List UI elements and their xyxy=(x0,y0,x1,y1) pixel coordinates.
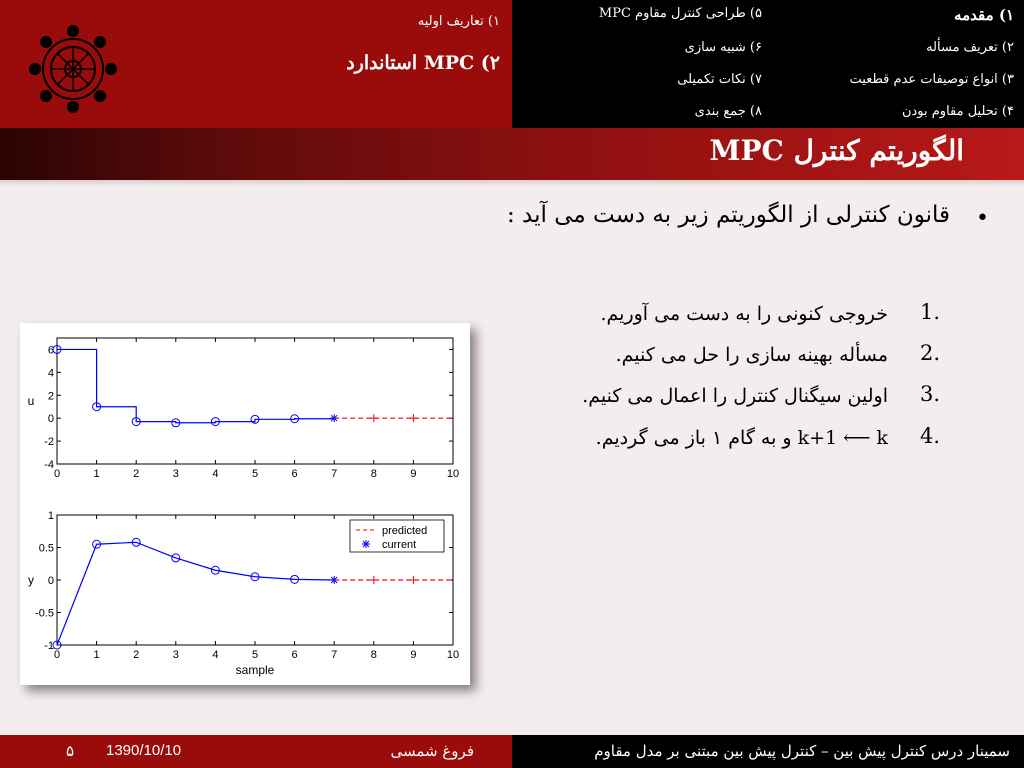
x-tick-label: 9 xyxy=(410,468,417,480)
mpc-plot-svg xyxy=(20,323,470,685)
nav-robust-mpc-design[interactable]: ۵) طراحی کنترل مقاوم MPC xyxy=(598,6,762,21)
x-tick-label: 3 xyxy=(172,649,179,661)
footer-date: 1390/10/10 xyxy=(106,742,182,759)
x-tick-label: 7 xyxy=(331,649,338,661)
university-logo-icon xyxy=(26,22,120,116)
legend-predicted-label: predicted xyxy=(382,525,428,537)
title-bar-shadow xyxy=(0,180,1024,186)
x-tick-label: 1 xyxy=(93,468,100,480)
x-axis-label: sample xyxy=(235,663,275,677)
nav-simulation[interactable]: ۶) شبیه سازی xyxy=(684,40,762,55)
step-number: 3. xyxy=(920,382,941,406)
nav-supplementary[interactable]: ۷) نکات تکمیلی xyxy=(677,72,762,87)
step-text: k+1 ⟵ k و به گام ۱ باز می گردیم. xyxy=(595,427,888,449)
mpc-plot-figure xyxy=(20,323,470,685)
y-tick-label: 4 xyxy=(47,367,54,380)
x-tick-label: 0 xyxy=(53,468,61,480)
x-tick-label: 8 xyxy=(370,649,377,661)
bullet-text: قانون کنترلی از الگوریتم زیر به دست می آید : xyxy=(506,202,950,228)
y-tick-label: -4 xyxy=(44,459,54,471)
x-tick-label: 4 xyxy=(212,649,219,661)
x-tick-label: 3 xyxy=(172,468,179,480)
step-number: 4. xyxy=(920,424,941,448)
footer-seminar-title: سمینار درس کنترل پیش بین – کنترل پیش بین مبتنی بر مدل مقاوم xyxy=(594,742,1010,760)
bullet-icon: • xyxy=(976,206,989,231)
step-number: 1. xyxy=(920,300,941,324)
y-tick-label: -1 xyxy=(44,640,54,652)
nav-summary[interactable]: ۸) جمع بندی xyxy=(694,104,762,119)
y-axis-label: u xyxy=(27,394,35,408)
slide-title: الگوریتم کنترل MPC xyxy=(709,134,964,167)
step-text: مسأله بهینه سازی را حل می کنیم. xyxy=(615,344,888,366)
step-text: اولین سیگنال کنترل را اعمال می کنیم. xyxy=(582,385,888,407)
step-text: خروجی کنونی را به دست می آوریم. xyxy=(600,303,888,325)
x-tick-label: 10 xyxy=(446,468,460,480)
nav-standard-mpc[interactable]: ۲) MPC استاندارد xyxy=(346,52,500,74)
footer-page-number: ۵ xyxy=(66,742,75,760)
y-tick-label: 0.5 xyxy=(38,542,54,555)
nav-intro[interactable]: ۱) مقدمه xyxy=(954,6,1014,24)
y-tick-label: -2 xyxy=(44,436,54,449)
nav-uncertainty-types[interactable]: ۳) انواع توصیفات عدم قطعیت xyxy=(849,72,1014,87)
y-tick-label: 0 xyxy=(47,575,54,587)
nav-basic-definitions[interactable]: ۱) تعاریف اولیه xyxy=(417,14,500,29)
legend-current-swatch xyxy=(362,540,370,548)
y-tick-label: 1 xyxy=(47,510,54,522)
x-tick-label: 1 xyxy=(93,649,100,661)
header xyxy=(0,0,1024,128)
y-tick-label: -0.5 xyxy=(35,607,54,620)
x-tick-label: 6 xyxy=(291,649,298,661)
x-tick-label: 0 xyxy=(53,649,61,661)
y-tick-label: 2 xyxy=(47,390,54,403)
footer-author: فروغ شمسی xyxy=(390,742,474,760)
x-tick-label: 7 xyxy=(331,468,338,480)
x-tick-label: 10 xyxy=(446,649,460,661)
plot-frame xyxy=(57,338,453,464)
x-tick-label: 9 xyxy=(410,649,417,661)
x-tick-label: 2 xyxy=(133,468,140,480)
x-tick-label: 2 xyxy=(133,649,140,661)
nav-robustness-analysis[interactable]: ۴) تحلیل مقاوم بودن xyxy=(901,104,1014,119)
x-tick-label: 5 xyxy=(251,468,259,480)
x-tick-label: 6 xyxy=(291,468,298,480)
step-number: 2. xyxy=(920,341,941,365)
x-tick-label: 8 xyxy=(370,468,377,480)
y-axis-label: y xyxy=(28,573,34,587)
y-tick-label: 0 xyxy=(47,413,54,426)
legend-current-label: current xyxy=(382,539,417,551)
x-tick-label: 5 xyxy=(251,649,259,661)
x-tick-label: 4 xyxy=(212,468,219,480)
nav-problem-definition[interactable]: ۲) تعریف مسأله xyxy=(926,40,1014,55)
y-tick-label: 6 xyxy=(47,344,54,357)
